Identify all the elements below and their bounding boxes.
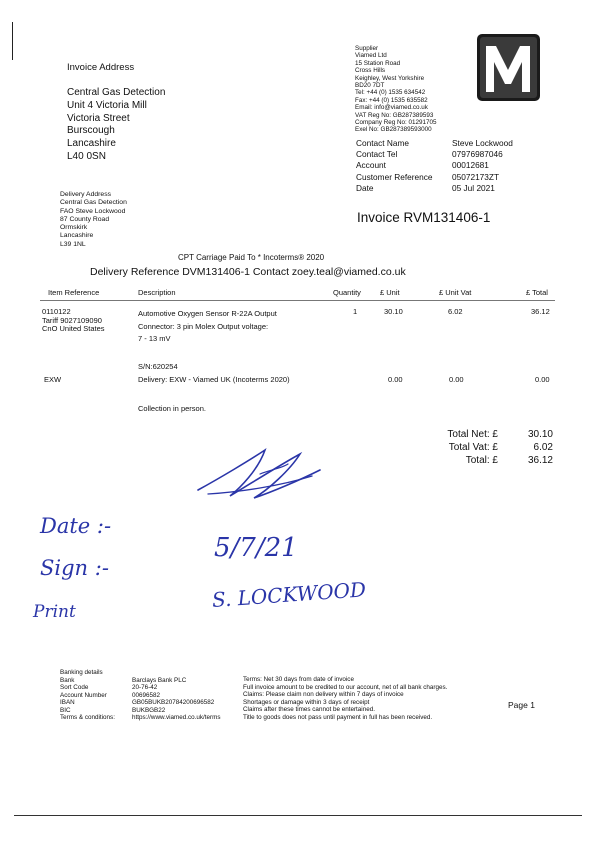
row2-vat: 0.00 [449,375,464,384]
col-header-vat: £ Unit Vat [439,288,472,297]
supplier-block [355,45,437,134]
contact-label: Account [356,160,386,171]
desc-line: Automotive Oxygen Sensor R-22A Output [138,309,277,318]
row1-vat: 6.02 [448,307,463,316]
col-header-unit: £ Unit [380,288,400,297]
item-ref-line: CnO United States [42,324,105,334]
contact-row [356,138,513,149]
supplier-line: Fax: +44 (0) 1535 635582 [355,96,428,104]
invoice-address-heading: Invoice Address [67,62,135,73]
delivery-line: FAO Steve Lockwood [60,207,126,215]
desc-line: Connector: 3 pin Molex Output voltage: [138,321,269,331]
viamed-logo [477,34,540,101]
bank-value: https://www.viamed.co.uk/terms [132,714,221,721]
terms-line: Claims after these times cannot be entertained. [243,706,375,713]
hand-print-label: Print [33,602,76,622]
address-line: Lancashire [67,138,116,150]
terms-line: Terms: Net 30 days from date of invoice [243,676,354,683]
contact-row [356,172,513,183]
supplier-line: Email: info@viamed.co.uk [355,104,428,112]
header-divider [40,300,555,301]
supplier-line: Keighley, West Yorkshire [355,74,425,82]
signature [190,440,330,510]
bank-label: Sort Code [60,684,89,691]
supplier-line: Supplier [355,45,379,52]
delivery-line: Central Gas Detection [60,199,127,207]
scan-edge [14,815,582,816]
invoice-title: Invoice RVM131406-1 [357,210,491,225]
terms-block [243,676,447,721]
contact-label: Date [356,182,374,193]
row2-total: 0.00 [535,375,550,384]
row1-qty: 1 [353,307,358,316]
address-line: L40 0SN [67,150,106,162]
address-line: Central Gas Detection [67,87,166,98]
bank-label: Banking details [60,669,103,676]
table-row-desc [138,308,277,346]
carriage-terms: CPT Carriage Paid To * Incoterms® 2020 [178,253,325,262]
supplier-line: VAT Reg No: GB287389593 [355,111,434,119]
serial-number: S/N:620254 [138,362,178,371]
bank-label: Bank [60,676,75,684]
total-value: 36.12 [527,455,553,466]
hand-date-label: Date :- [40,514,112,538]
hand-sign-label: Sign :- [40,556,109,580]
delivery-line: Lancashire [60,232,94,240]
contact-label: Contact Tel [356,149,398,160]
item-ref-line: 0110122 [42,307,71,316]
delivery-line: Delivery Address [60,191,111,198]
contact-details [356,138,513,194]
bank-row [60,669,221,677]
supplier-line: Exel No: GB287389593000 [355,126,432,134]
contact-row [356,149,513,160]
terms-line: Title to goods does not pass until payment in full has been received. [243,713,433,721]
row2-desc: Delivery: EXW - Viamed UK (Incoterms 2020) [138,375,290,384]
total-label: Total Net: £ [447,429,498,440]
row1-total: 36.12 [531,307,550,316]
contact-value: 05 Jul 2021 [452,182,495,193]
col-header-ref: Item Reference [48,288,100,297]
contact-row [356,160,513,171]
item-ref-line: Tariff 9027109090 [42,315,102,325]
grand-total-row [420,454,553,467]
col-header-total: £ Total [526,288,548,297]
address-line: Victoria Street [67,112,130,124]
address-line: Burscough [67,125,115,137]
hand-print-value: S. LOCKWOOD [211,577,367,612]
total-label: Total Vat: £ [448,442,498,453]
delivery-line: 87 County Road [60,215,110,223]
bank-value: 20-76-42 [132,684,158,691]
supplier-line: Viamed Ltd [355,52,387,60]
totals-block [420,428,553,467]
delivery-reference: Delivery Reference DVM131406-1 Contact zoey.teal@viamed.co.uk [90,266,406,278]
invoice-address-block [67,87,165,164]
bank-row [60,684,221,692]
total-vat-row [420,441,553,454]
col-header-qty: Quantity [333,288,361,297]
table-row-ref [42,308,105,334]
contact-value: 07976987046 [452,149,503,160]
total-value: 30.10 [527,429,553,440]
delivery-address-block [60,191,127,249]
contact-value: 05072173ZT [452,171,500,182]
row1-unit: 30.10 [384,307,403,316]
terms-line: Shortages or damage within 3 days of receipt [243,698,370,706]
bank-row [60,707,221,715]
banking-details [60,669,221,722]
supplier-line: Cross Hills [355,67,386,75]
supplier-line: Company Reg No: 01291705 [355,119,437,127]
supplier-line: 15 Station Road [355,59,401,67]
contact-value: 00012681 [452,160,489,171]
col-header-desc: Description [138,288,176,297]
bank-row [60,692,221,700]
terms-line: Full invoice amount to be credited to our account, net of all bank charges. [243,683,448,691]
delivery-line: Ormskirk [60,224,88,232]
address-line: Unit 4 Victoria Mill [67,99,147,111]
contact-label: Contact Name [356,138,410,148]
desc-line: 7 - 13 mV [138,334,171,343]
contact-row [356,183,513,194]
supplier-line: BD20 7DT [355,82,385,90]
page-number: Page 1 [508,700,535,710]
bank-value: GB05BUKB20784200696582 [132,699,215,706]
terms-line: Claims: Please claim non delivery within 7 days of invoice [243,691,404,698]
hand-date-value: 5/7/21 [214,533,298,563]
total-net-row [420,428,553,441]
bank-label: Terms & conditions: [60,714,115,721]
delivery-line: L39 1NL [60,240,86,248]
supplier-line: Tel: +44 (0) 1535 634542 [355,89,426,97]
bank-value: 00696582 [132,691,161,699]
contact-label: Customer Reference [356,171,433,182]
bank-value: Barclays Bank PLC [132,676,187,684]
bank-value: BUKBGB22 [132,706,166,714]
total-value: 6.02 [533,442,553,453]
row2-note: Collection in person. [138,404,206,413]
contact-value: Steve Lockwood [452,138,513,148]
row2-unit: 0.00 [388,375,403,384]
bank-label: IBAN [60,699,75,706]
row2-ref: EXW [44,375,62,384]
bank-row [60,677,221,685]
bank-label: BIC [60,706,71,714]
total-label: Total: £ [465,455,498,466]
bank-row [60,699,221,707]
scan-mark [12,22,13,60]
bank-label: Account Number [60,691,107,699]
bank-row [60,714,221,722]
